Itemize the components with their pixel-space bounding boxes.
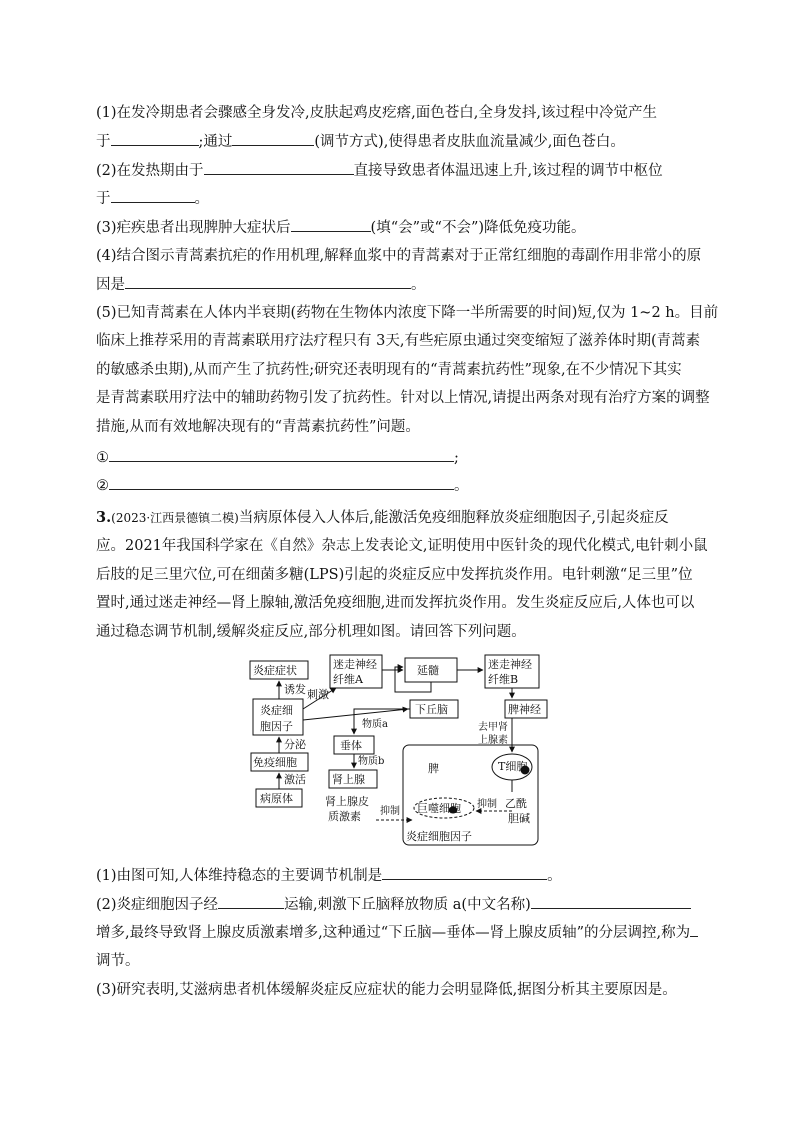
answer-blank[interactable] bbox=[125, 274, 411, 289]
box-text: 纤维A bbox=[333, 673, 363, 686]
answer-blank[interactable] bbox=[382, 865, 547, 880]
q3-part3: (3)研究表明,艾滋病患者机体缓解炎症反应症状的能力会明显降低,据图分析其主要原因是。 bbox=[96, 982, 677, 998]
q2-part4-line1: (4)结合图示青蒿素抗疟的作用机理,解释血浆中的青蒿素对于正常红细胞的毒副作用非常小的原 bbox=[96, 248, 702, 264]
q2-part5-line3: 的敏感杀虫期),从而产生了抗药性;研究还表明现有的“青蒿素抗药性”现象,在不少情况下其实 bbox=[96, 362, 682, 378]
box-text: 迷走神经 bbox=[333, 658, 377, 671]
arrow-label: 物质a bbox=[362, 719, 388, 730]
answer-blank[interactable] bbox=[111, 131, 199, 146]
box-text: 炎症症状 bbox=[253, 664, 297, 677]
box-text: 胞因子 bbox=[260, 720, 293, 733]
box-text: 迷走神经 bbox=[488, 658, 532, 671]
q3-part2-line2: 增多,最终导致肾上腺皮质激素增多,这种通过“下丘脑—垂体—肾上腺皮质轴”的分层调控,称为 bbox=[96, 922, 698, 943]
q2-part5-line5: 措施,从而有效地解决现有的“青蒿素抗药性”问题。 bbox=[96, 419, 420, 435]
box-text: 垂体 bbox=[340, 739, 362, 752]
q3-part2-line3: 调节。 bbox=[96, 953, 140, 969]
box-text: 炎症细 bbox=[260, 704, 293, 717]
arrow-label: 质激素 bbox=[328, 810, 361, 823]
q3-stem-line5: 通过稳态调节机制,缓解炎症反应,部分机理如图。请回答下列问题。 bbox=[96, 624, 526, 640]
answer-blank[interactable] bbox=[291, 217, 371, 232]
arrow-label: 上腺素 bbox=[478, 735, 508, 746]
question-source: (2023·江西景德镇二模) bbox=[111, 511, 239, 525]
box-text: 脾神经 bbox=[508, 703, 541, 716]
q2-part4-line2: 因是 。 bbox=[96, 274, 426, 295]
answer-blank[interactable] bbox=[690, 922, 698, 937]
q3-stem-line4: 置时,通过迷走神经—肾上腺轴,激活免疫细胞,进而发挥抗炎作用。发生炎症反应后,人体也可以 bbox=[96, 595, 695, 611]
box-text: 延髓 bbox=[417, 664, 439, 677]
arrow-label: 刺激 bbox=[307, 688, 329, 701]
q2-answer-2: ② 。 bbox=[96, 475, 469, 496]
box-text: 纤维B bbox=[488, 673, 519, 686]
arrow-label: 抑制 bbox=[477, 799, 497, 810]
box-text: 病原体 bbox=[260, 792, 293, 805]
arrow-label: 胆碱 bbox=[508, 812, 530, 825]
arrow-label: 乙酰 bbox=[505, 797, 527, 810]
answer-blank[interactable] bbox=[218, 894, 284, 909]
arrow-label: 肾上腺皮 bbox=[325, 795, 369, 808]
q2-part1-line1: (1)在发冷期患者会骤感全身发冷,皮肤起鸡皮疙瘩,面色苍白,全身发抖,该过程中冷觉产生 bbox=[96, 105, 657, 121]
arrow-label: 抑制 bbox=[380, 806, 400, 817]
box-text: 免疫细胞 bbox=[253, 756, 297, 769]
box-text: T细胞 bbox=[498, 760, 528, 773]
arrow-label: 炎症细胞因子 bbox=[406, 830, 472, 843]
arrow-label: 去甲肾 bbox=[478, 722, 508, 733]
q2-part2-line1: (2)在发热期由于 直接导致患者体温迅速上升,该过程的调节中枢位 bbox=[96, 160, 663, 181]
q3-part1: (1)由图可知,人体维持稳态的主要调节机制是 。 bbox=[96, 865, 562, 886]
q2-part3: (3)疟疾患者出现脾肿大症状后 (填“会”或“不会”)降低免疫功能。 bbox=[96, 217, 586, 238]
regulation-diagram bbox=[240, 652, 550, 848]
arrow-label: 物质b bbox=[358, 756, 385, 767]
q2-part5-line1: (5)已知青蒿素在人体内半衰期(药物在生物体内浓度下降一半所需要的时间)短,仅为 1~2 h。目前 bbox=[96, 305, 719, 321]
answer-blank[interactable] bbox=[232, 131, 314, 146]
answer-blank[interactable] bbox=[531, 894, 691, 909]
answer-blank[interactable] bbox=[111, 188, 195, 203]
answer-blank[interactable] bbox=[204, 160, 354, 175]
box-text: 下丘脑 bbox=[415, 703, 448, 716]
box-text: 肾上腺 bbox=[332, 773, 365, 786]
region-label: 脾 bbox=[428, 762, 439, 775]
question-number: 3. bbox=[96, 509, 112, 526]
q2-part2-line2: 于 。 bbox=[96, 188, 209, 209]
q2-part1-line2: 于 ;通过 (调节方式),使得患者皮肤血流量减少,面色苍白。 bbox=[96, 131, 625, 152]
arrow-label: 诱发 bbox=[284, 683, 306, 696]
answer-blank[interactable] bbox=[109, 447, 454, 462]
answer-blank[interactable] bbox=[109, 475, 454, 490]
q3-part2-line1: (2)炎症细胞因子经 运输,刺激下丘脑释放物质 a(中文名称) bbox=[96, 894, 691, 915]
box-text: 巨噬细胞 bbox=[417, 802, 461, 815]
q3-stem-line1: 3.(2023·江西景德镇二模)当病原体侵入人体后,能激活免疫细胞释放炎症细胞因子,引起炎症反 bbox=[96, 509, 669, 526]
arrow-label: 激活 bbox=[284, 773, 306, 786]
q2-part5-line2: 临床上推荐采用的青蒿素联用疗法疗程只有 3天,有些疟原虫通过突变缩短了滋养体时期(青蒿素 bbox=[96, 333, 701, 349]
q3-stem-line2: 应。2021年我国科学家在《自然》杂志上发表论文,证明使用中医针灸的现代化模式,电针刺小鼠 bbox=[96, 538, 708, 554]
q3-stem-line3: 后肢的足三里穴位,可在细菌多糖(LPS)引起的炎症反应中发挥抗炎作用。电针刺激“足三里”位 bbox=[96, 567, 693, 583]
q2-part5-line4: 是青蒿素联用疗法中的辅助药物引发了抗药性。针对以上情况,请提出两条对现有治疗方案的调整 bbox=[96, 390, 710, 406]
q2-answer-1: ① ; bbox=[96, 447, 459, 468]
arrow-label: 分泌 bbox=[284, 738, 306, 751]
